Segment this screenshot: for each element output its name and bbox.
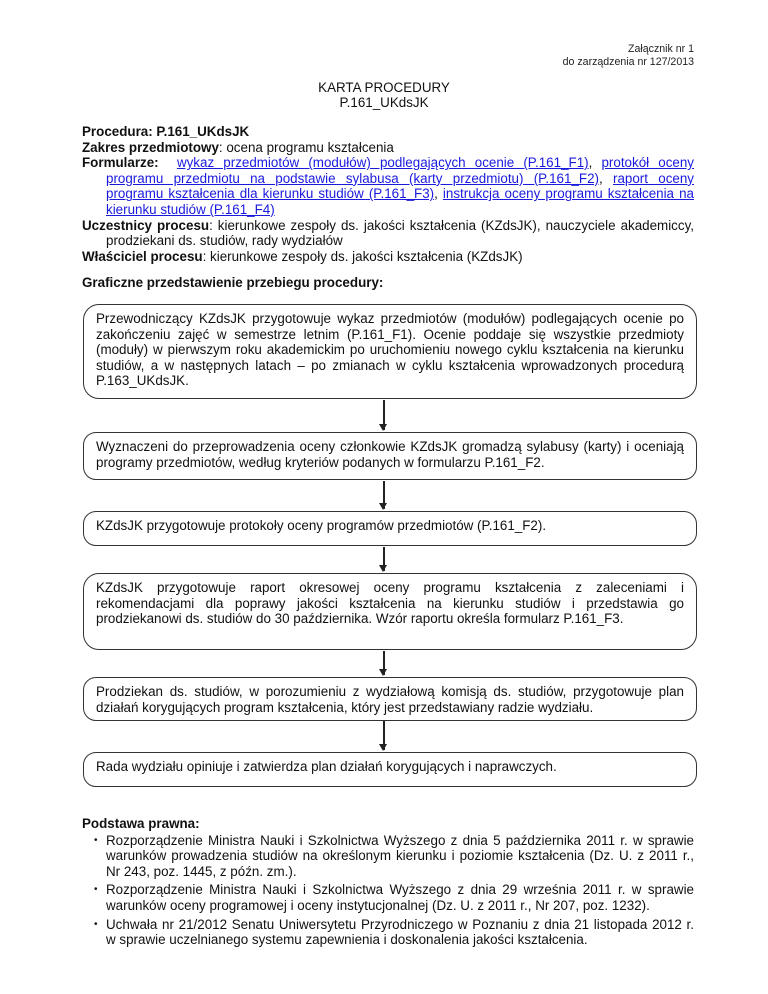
- forms-list: [82, 155, 694, 217]
- bullet-icon: •: [94, 884, 98, 896]
- flow-step-6: Rada wydziału opiniuje i zatwierdza plan działań korygujących i naprawczych.: [83, 752, 697, 787]
- flow-step-4: KZdsJK przygotowuje raport okresowej oceny programu kształcenia z zaleceniami i rekomendacjami dla poprawy jakości kształcenia na kierunku studiów i przedstawia go prodziekanowi ds. studiów do 30 października. Wzór raportu określa formularz P.161_F3.: [83, 573, 697, 650]
- procedure-label: Procedura: P.161_UKdsJK: [82, 124, 250, 139]
- separator: ,: [598, 170, 613, 186]
- legal-basis: [82, 816, 694, 951]
- flow-step-5: Prodziekan ds. studiów, w porozumieniu z wydziałową komisją ds. studiów, przygotowuje plan działań korygujących program kształcenia, który jest przedstawiany radzie wydziału.: [83, 677, 697, 721]
- scope-value: : ocena programu kształcenia: [218, 139, 394, 155]
- owner-label: Właściciel procesu: [82, 248, 203, 264]
- form-link-f2[interactable]: protokół oceny programu przedmiotu na podstawie sylabusa (karty przedmiotu) (P.161_F2): [106, 155, 694, 186]
- form-link-f3[interactable]: raport oceny programu kształcenia dla kierunku studiów (P.161_F3): [106, 170, 694, 202]
- title-line-2: P.161_UKdsJK: [339, 95, 429, 110]
- legal-item-text: Uchwała nr 21/2012 Senatu Uniwersytetu Przyrodniczego w Poznaniu z dnia 21 listopada 2012 r. w sprawie uczelnianego systemu zapewnienia i doskonalenia jakości kształcenia.: [106, 916, 694, 948]
- ordinance-reference: do zarządzenia nr 127/2013: [562, 56, 694, 68]
- attachment-header: [563, 43, 694, 69]
- arrow-down-icon: [383, 481, 385, 509]
- separator: ,: [434, 186, 443, 202]
- arrow-down-icon: [383, 651, 385, 675]
- bullet-icon: •: [94, 834, 98, 846]
- document-title: [0, 80, 768, 110]
- flow-step-3: KZdsJK przygotowuje protokoły oceny programów przedmiotów (P.161_F2).: [83, 511, 697, 546]
- bullet-icon: •: [94, 918, 98, 930]
- attachment-number: Załącznik nr 1: [628, 43, 694, 55]
- participants-value: : kierunkowe zespoły ds. jakości kształcenia (KZdsJK), nauczyciele akademiccy, prodziekani ds. studiów, rady wydziałów: [106, 217, 694, 249]
- owner-value: : kierunkowe zespoły ds. jakości kształcenia (KZdsJK): [202, 248, 523, 264]
- legal-item-text: Rozporządzenie Ministra Nauki i Szkolnictwa Wyższego z dnia 5 października 2011 r. w sprawie warunków prowadzenia studiów na określonym kierunku i poziomie kształcenia (Dz. U. z 2011 r., Nr 243, poz. 1445, z późn. zm.).: [106, 832, 694, 879]
- flow-step-2: Wyznaczeni do przeprowadzenia oceny członkowie KZdsJK gromadzą sylabusy (karty) i oceniają programy przedmiotów, według kryteriów podanych w formularzu P.161_F2.: [83, 432, 697, 480]
- scope-label: Zakres przedmiotowy: [82, 139, 219, 155]
- form-link-f4[interactable]: instrukcja oceny programu kształcenia na kierunku studiów (P.161_F4): [106, 186, 694, 217]
- arrow-down-icon: [383, 400, 385, 430]
- forms-label: Formularze:: [82, 155, 159, 171]
- flow-heading: Graficzne przedstawienie przebiegu procedury:: [82, 275, 384, 290]
- legal-item-text: Rozporządzenie Ministra Nauki i Szkolnictwa Wyższego z dnia 29 września 2011 r. w sprawie warunków oceny programowej i oceny instytucjonalnej (Dz. U. z 2011 r., Nr 207, poz. 1232).: [106, 882, 694, 913]
- form-link-f1[interactable]: wykaz przedmiotów (modułów) podlegających ocenie (P.161_F1): [176, 155, 589, 171]
- arrow-down-icon: [383, 721, 385, 750]
- flow-step-1: Przewodniczący KZdsJK przygotowuje wykaz przedmiotów (modułów) podlegających ocenie po zakończeniu zajęć w semestrze letnim (P.161_F1). Ocenie poddaje się wszystkie przedmioty (moduły) w pierwszym roku akademickim po uruchomieniu nowego cyklu kształcenia na kierunku studiów, a w następnych latach – po zmianach w cyklu kształcenia wprowadzonych procedurą P.163_UKdsJK.: [83, 304, 697, 399]
- legal-list: [82, 833, 694, 948]
- procedure-metadata: [82, 124, 694, 264]
- participants-label: Uczestnicy procesu: [82, 217, 210, 233]
- legal-heading: Podstawa prawna:: [82, 816, 200, 831]
- title-line-1: KARTA PROCEDURY: [318, 80, 450, 95]
- separator: ,: [588, 155, 602, 171]
- legal-item: [82, 882, 694, 913]
- arrow-down-icon: [383, 547, 385, 571]
- legal-item: [82, 833, 694, 880]
- legal-item: [82, 917, 694, 948]
